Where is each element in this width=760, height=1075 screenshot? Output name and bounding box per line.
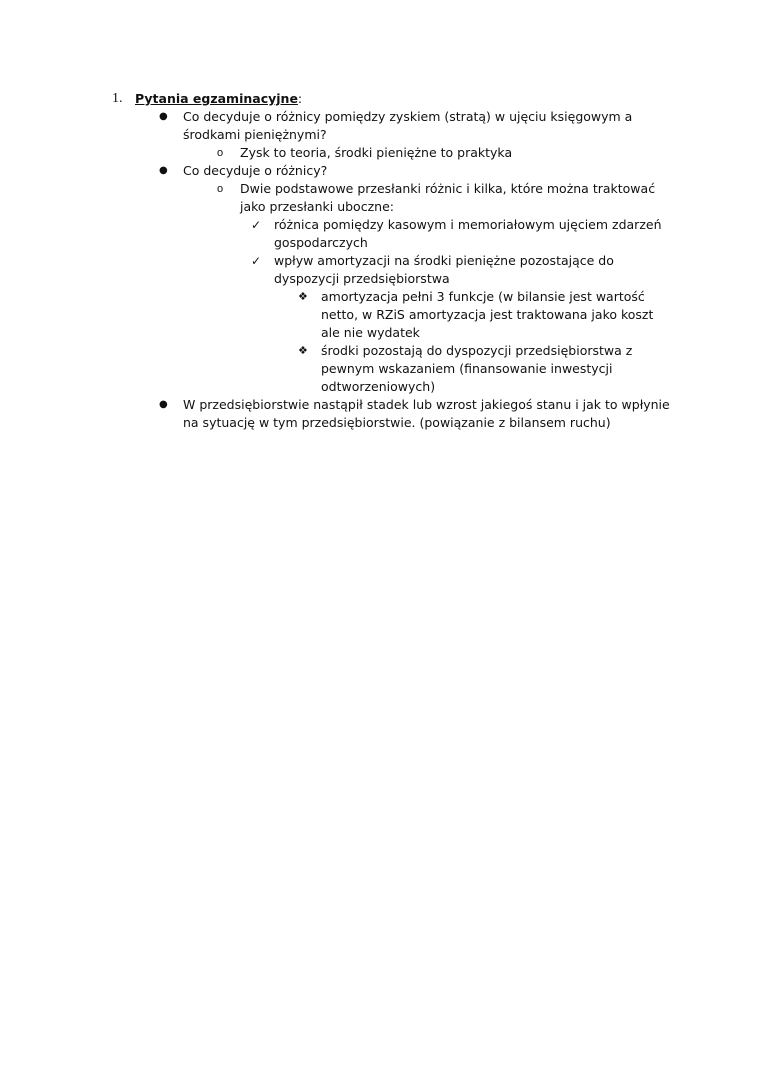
list-item [0,180,760,216]
list-item-text: różnica pomiędzy kasowym i memoriałowym ujęciem zdarzeń gospodarczych [274,217,662,250]
circle-bullet-icon: o [217,183,224,195]
list-item-text: Co decyduje o różnicy? [183,163,328,178]
list-item-text: W przedsiębiorstwie nastąpił stadek lub wzrost jakiegoś stanu i jak to wpłynie na sytuację w tym przedsiębiorstwie. (powiązanie z bilansem ruchu) [183,397,670,430]
list-item [0,144,760,162]
bullet-icon: ● [159,165,168,176]
list-item [0,342,760,396]
list-item [0,252,760,288]
bullet-icon: ● [159,399,168,410]
list-item [0,216,760,252]
checkmark-icon: ✓ [251,254,262,268]
bullet-icon: ● [159,111,168,122]
diamond-bullet-icon: ❖ [298,344,308,357]
list-item-text: Zysk to teoria, środki pieniężne to praktyka [240,145,513,160]
list-item-text: Co decyduje o różnicy pomiędzy zyskiem (stratą) w ujęciu księgowym a środkami pieniężnymi? [183,109,633,142]
list-item [0,108,760,144]
diamond-bullet-icon: ❖ [298,290,308,303]
document-body [0,90,760,432]
list-item-text: amortyzacja pełni 3 funkcje (w bilansie jest wartość netto, w RZiS amortyzacja jest traktowana jako koszt ale nie wydatek [321,289,654,340]
section-number: 1. [112,91,123,106]
circle-bullet-icon: o [217,147,224,159]
list-item-text: Dwie podstawowe przesłanki różnic i kilka, które można traktować jako przesłanki uboczne: [240,181,656,214]
list-item-text: środki pozostają do dyspozycji przedsiębiorstwa z pewnym wskazaniem (finansowanie inwestycji odtworzeniowych) [321,343,633,394]
section-title-suffix: : [297,91,303,106]
list-item [0,162,760,180]
section-heading [0,90,760,108]
list-item-text: wpływ amortyzacji na środki pieniężne pozostające do dyspozycji przedsiębiorstwa [274,253,614,286]
section-title: Pytania egzaminacyjne [135,91,298,106]
list-item [0,288,760,342]
list-item [0,396,760,432]
checkmark-icon: ✓ [251,218,262,232]
